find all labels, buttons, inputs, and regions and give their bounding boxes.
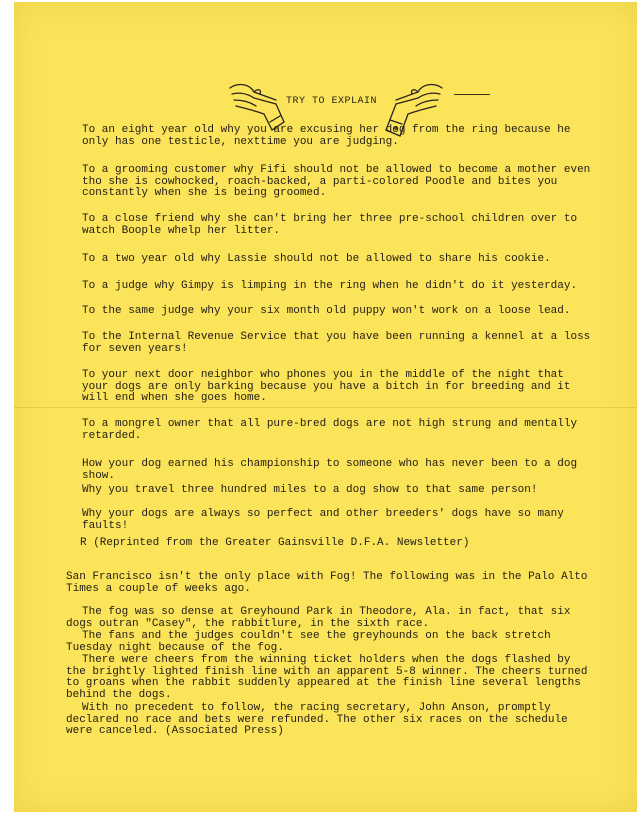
list-item: To a mongrel owner that all pure-bred dogs are not high strung and mentally retarded. [82, 418, 578, 442]
list-item: To a judge why Gimpy is limping in the ring when he didn't do it yesterday. [82, 280, 578, 292]
fog-story-intro: San Francisco isn't the only place with Fog! The following was in the Palo Alto Times a couple of weeks ago. [66, 571, 588, 595]
paper-fold-line [14, 407, 637, 408]
list-item: To your next door neighbor who phones you in the middle of the night that your dogs are only barking because you have a bitch in for breeding and it will end when she goes home. [82, 369, 571, 404]
list-item: To a close friend why she can't bring her three pre-school children over to watch Boople whelp her litter. [82, 213, 578, 237]
list-item: To a two year old why Lassie should not be allowed to share his cookie. [82, 253, 551, 265]
fog-story-paragraph: With no precedent to follow, the racing secretary, John Anson, promptly declared no race and bets were refunded. The other six races on the schedule were canceled. (Associated Press) [66, 702, 568, 737]
fog-story-paragraph: There were cheers from the winning ticket holders when the dogs flashed by the brightly lighted finish line with an apparent 5-8 winner. The cheers turned to groans when the rabbit suddenly appeared at the finish line several lengths behind the dogs. [66, 654, 588, 701]
list-item: To the Internal Revenue Service that you have been running a kennel at a loss for seven years! [82, 331, 591, 355]
reprint-credit: R (Reprinted from the Greater Gainsville D.F.A. Newsletter) [80, 537, 470, 549]
fog-story-paragraph: The fog was so dense at Greyhound Park in Theodore, Ala. in fact, that six dogs outran "Casey", the rabbitlure, in the sixth race. [66, 606, 571, 630]
list-item: To the same judge why your six month old puppy won't work on a loose lead. [82, 305, 571, 317]
page-title: TRY TO EXPLAIN [286, 96, 378, 107]
yellow-paper-page [14, 2, 637, 812]
list-item: How your dog earned his championship to someone who has never been to a dog show. [82, 458, 578, 482]
list-item: To a grooming customer why Fifi should not be allowed to become a mother even tho she is cowhocked, roach-backed, a parti-colored Poodle and bites you constantly when she is being groomed. [82, 164, 591, 199]
fog-story-paragraph: The fans and the judges couldn't see the greyhounds on the back stretch Tuesday night because of the fog. [66, 630, 551, 654]
title-underline [454, 94, 490, 95]
list-item: Why your dogs are always so perfect and other breeders' dogs have so many faults! [82, 508, 564, 532]
list-item: To an eight year old why you are excusing her dog from the ring because he only has one testicle, nexttime you are judging. [82, 124, 571, 148]
list-item: Why you travel three hundred miles to a dog show to that same person! [82, 484, 538, 496]
